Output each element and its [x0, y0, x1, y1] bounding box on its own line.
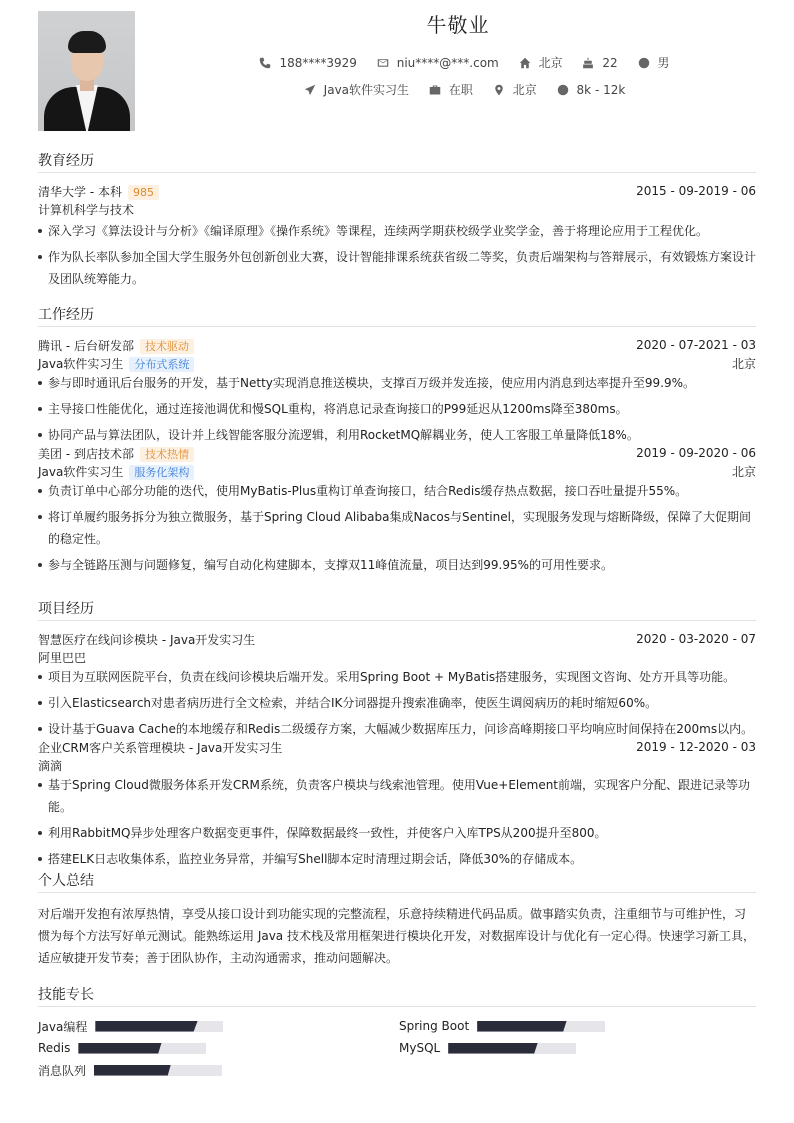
work-title: 工作经历: [38, 304, 756, 327]
role-name: Java软件实习生: [38, 356, 124, 371]
salary-text: 8k - 12k: [576, 82, 626, 97]
phone-text: 188****3929: [279, 55, 357, 70]
age-text: 22: [602, 55, 618, 70]
work-bullets: [38, 372, 756, 446]
skill-bar: [477, 1021, 605, 1032]
home-city-text: 北京: [538, 56, 563, 70]
work-city: 北京: [731, 464, 756, 479]
school-tag: 985: [128, 185, 159, 200]
education-section: [38, 150, 756, 294]
salary-icon: [557, 84, 569, 96]
project-entry-head: [38, 738, 756, 756]
phone-icon: [259, 57, 271, 69]
project-name: 智慧医疗在线问诊模块 - Java开发实习生: [38, 632, 256, 647]
email-text: niu****@***.com: [396, 55, 499, 70]
mail-icon: [377, 57, 389, 69]
home-icon: [519, 57, 531, 69]
target-position-info: [304, 81, 409, 98]
skill-bar-fill: [94, 1065, 171, 1076]
skill-bar-fill: [477, 1021, 567, 1032]
list-item: 项目为互联网医院平台，负责在线问诊模块后端开发。采用Spring Boot + MyBatis搭建服务，实现图文咨询、处方开具等功能。: [38, 666, 756, 688]
work-section: [38, 304, 756, 580]
location-pin-icon: [493, 84, 505, 96]
skill-name: Redis: [38, 1041, 71, 1055]
company-name: 腾讯 - 后台研发部: [38, 338, 134, 353]
projects-section: [38, 598, 756, 874]
project-org: 滴滴: [38, 758, 63, 773]
education-date: 2015 - 09-2019 - 06: [636, 184, 756, 198]
list-item: 协同产品与算法团队，设计并上线智能客服分流逻辑，利用RocketMQ解耦业务，使人工客服工单量降低18%。: [38, 424, 756, 446]
company-tag: 技术驱动: [140, 339, 194, 354]
list-item: 设计基于Guava Cache的本地缓存和Redis二级缓存方案，大幅减少数据库压力，问诊高峰期接口平均响应时间保持在200ms以内。: [38, 718, 756, 740]
summary-title: 个人总结: [38, 870, 756, 893]
education-entry-head: [38, 182, 756, 200]
skill-bar: [95, 1021, 223, 1032]
work-date: 2019 - 09-2020 - 06: [636, 446, 756, 460]
project-date: 2020 - 03-2020 - 07: [636, 632, 756, 646]
major: 计算机科学与技术: [38, 202, 135, 217]
skill-item: [38, 1061, 222, 1079]
skill-item: [38, 1039, 206, 1057]
education-bullets: [38, 220, 756, 290]
work-date: 2020 - 07-2021 - 03: [636, 338, 756, 352]
project-name: 企业CRM客户关系管理模块 - Java开发实习生: [38, 740, 283, 755]
gender-icon: [638, 57, 650, 69]
list-item: 引入Elasticsearch对患者病历进行全文检索，并结合IK分词器提升搜索准确率，使医生调阅病历的耗时缩短60%。: [38, 692, 756, 714]
project-bullets: [38, 666, 756, 740]
salary-info: [557, 83, 626, 97]
job-row: [135, 81, 794, 99]
list-item: 参与即时通讯后台服务的开发，基于Netty实现消息推送模块，支撑百万级并发连接，使应用内消息到达率提升至99.9%。: [38, 372, 756, 394]
target-city-info: [493, 81, 537, 98]
education-title: 教育经历: [38, 150, 756, 173]
skills-grid: [38, 1017, 756, 1087]
project-date: 2019 - 12-2020 - 03: [636, 740, 756, 754]
project-entry-head: [38, 630, 756, 648]
gender-info: [638, 54, 670, 71]
cake-icon: [582, 57, 594, 69]
work-entry-head: [38, 444, 756, 462]
skill-bar: [94, 1065, 222, 1076]
role-tag: 服务化架构: [129, 465, 194, 480]
skills-title: 技能专长: [38, 984, 756, 1007]
list-item: 参与全链路压测与问题修复，编写自动化构建脚本，支撑双11峰值流量，项目达到99.95%的可用性要求。: [38, 554, 756, 576]
skill-bar-fill: [448, 1043, 538, 1054]
send-icon: [304, 84, 316, 96]
gender-text: 男: [657, 56, 670, 70]
skill-item: [38, 1017, 223, 1035]
project-org: 阿里巴巴: [38, 650, 87, 665]
work-city: 北京: [731, 356, 756, 371]
contact-row: [135, 54, 794, 72]
work-entry-head: [38, 336, 756, 354]
phone-info: [259, 56, 356, 70]
skill-bar: [78, 1043, 206, 1054]
skills-section: [38, 984, 756, 1087]
target-city-text: 北京: [512, 83, 537, 97]
school-name: 清华大学 - 本科: [38, 184, 122, 199]
skill-item: [399, 1039, 576, 1057]
skill-bar: [448, 1043, 576, 1054]
list-item: 基于Spring Cloud微服务体系开发CRM系统，负责客户模块与线索池管理。使用Vue+Element前端，实现客户分配、跟进记录等功能。: [38, 774, 756, 818]
work-entry-sub: [38, 354, 756, 372]
role-tag: 分布式系统: [129, 357, 194, 372]
candidate-name: 牛敬业: [426, 13, 490, 37]
target-position-text: Java软件实习生: [323, 83, 410, 97]
role-name: Java软件实习生: [38, 464, 124, 479]
email-info: [377, 56, 499, 70]
summary-section: [38, 870, 756, 969]
skill-name: 消息队列: [38, 1063, 87, 1078]
summary-text: 对后端开发抱有浓厚热情，享受从接口设计到功能实现的完整流程，乐意持续精进代码品质。做事踏实负责，注重细节与可维护性，习惯为每个方法写好单元测试。能熟练运用 Java 技术栈及常用框架进行模块化开发，对数据库设计与优化有一定心得。快速学习新工具，适应敏捷开发节奏；善于团队协作，主动沟通需求，推动问题解决。: [38, 907, 755, 965]
project-bullets: [38, 774, 756, 870]
list-item: 作为队长率队参加全国大学生服务外包创新创业大赛，设计智能排课系统获省级二等奖，负责后端架构与答辩展示，有效锻炼方案设计及团队统筹能力。: [38, 246, 756, 290]
list-item: 深入学习《算法设计与分析》《编译原理》《操作系统》等课程，连续两学期获校级学业奖学金，善于将理论应用于工程优化。: [38, 220, 756, 242]
work-entry-sub: [38, 462, 756, 480]
skill-bar-fill: [95, 1021, 197, 1032]
home-city-info: [519, 54, 563, 71]
skill-name: Java编程: [38, 1019, 88, 1034]
skill-bar-fill: [78, 1043, 161, 1054]
skill-name: Spring Boot: [399, 1019, 470, 1033]
list-item: 利用RabbitMQ异步处理客户数据变更事件，保障数据最终一致性，并使客户入库TPS从200提升至800。: [38, 822, 756, 844]
company-tag: 技术热情: [140, 447, 194, 462]
projects-title: 项目经历: [38, 598, 756, 621]
list-item: 负责订单中心部分功能的迭代，使用MyBatis-Plus重构订单查询接口，结合Redis缓存热点数据，接口吞吐量提升55%。: [38, 480, 756, 502]
job-status-text: 在职: [448, 83, 473, 97]
skill-name: MySQL: [399, 1041, 441, 1055]
age-info: [582, 56, 617, 70]
list-item: 将订单履约服务拆分为独立微服务，基于Spring Cloud Alibaba集成Nacos与Sentinel，实现服务发现与熔断降级，保障了大促期间的稳定性。: [38, 506, 756, 550]
work-bullets: [38, 480, 756, 576]
list-item: 搭建ELK日志收集体系，监控业务异常，并编写Shell脚本定时清理过期会话，降低30%的存储成本。: [38, 848, 756, 870]
company-name: 美团 - 到店技术部: [38, 446, 134, 461]
list-item: 主导接口性能优化，通过连接池调优和慢SQL重构，将消息记录查询接口的P99延迟从1200ms降至380ms。: [38, 398, 756, 420]
job-status-info: [429, 81, 473, 98]
briefcase-icon: [429, 84, 441, 96]
skill-item: [399, 1017, 605, 1035]
